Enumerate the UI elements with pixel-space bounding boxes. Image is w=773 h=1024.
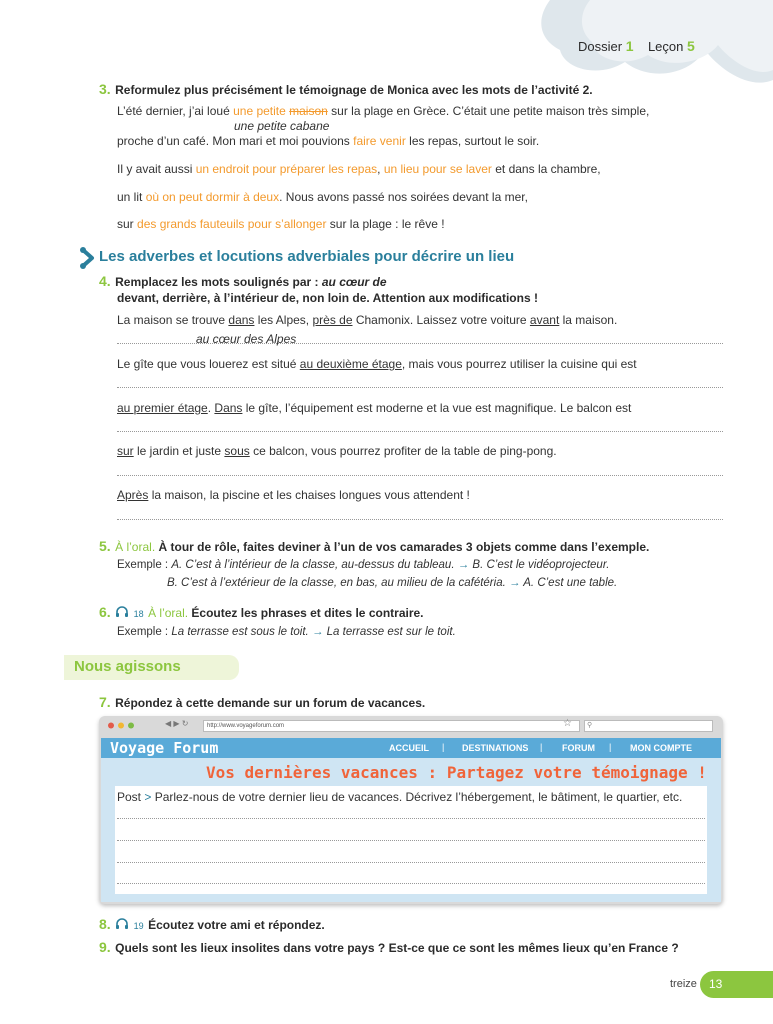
nav-accueil[interactable]: ACCUEIL (389, 743, 429, 753)
dossier-number: 1 (625, 38, 634, 54)
question-6: 6. 18 À l’oral. Écoutez les phrases et dites le contraire. (99, 604, 424, 620)
lecon-label: Leçon (647, 39, 684, 54)
arrow-right-icon: → (311, 626, 324, 638)
question-4: 4. Remplacez les mots soulignés par : au cœur de (99, 273, 387, 289)
q5-example-1: Exemple : A. C’est à l’intérieur de la classe, au-dessus du tableau. → B. C’est le vidéoprojecteur. (117, 559, 610, 571)
section-title: Les adverbes et locutions adverbiales pour décrire un lieu (99, 248, 515, 265)
nav-arrows-icon[interactable]: ◀ ▶ ↻ (165, 719, 189, 728)
section-chevron-icon (79, 246, 95, 270)
forum-banner-title: Vos dernières vacances : Partagez votre témoignage ! (206, 763, 707, 782)
search-input[interactable] (584, 720, 713, 732)
answer-line[interactable] (117, 475, 723, 476)
nav-forum[interactable]: FORUM (562, 743, 595, 753)
browser-window (99, 716, 723, 904)
q4-instruction-line-2: devant, derrière, à l’intérieur de, non loin de. Attention aux modifications ! (117, 291, 538, 305)
headphones-icon[interactable] (115, 918, 129, 930)
question-instruction: Reformulez plus précisément le témoignage de Monica avec les mots de l’activité 2. (115, 83, 593, 97)
q3-line-1: L’été dernier, j’ai loué une petite maison sur la plage en Grèce. C’était une petite maison très simple, (117, 104, 650, 118)
q3-line-5: sur des grands fauteuils pour s’allonger sur la plage : le rêve ! (117, 217, 445, 231)
q3-line-4: un lit où on peut dormir à deux. Nous avons passé nos soirées devant la mer, (117, 190, 528, 204)
address-bar[interactable]: http://www.voyageforum.com (203, 720, 580, 732)
window-controls (107, 721, 137, 730)
page-number-badge (700, 971, 773, 998)
question-9: 9. Quels sont les lieux insolites dans votre pays ? Est-ce que ce sont les mêmes lieux qu’en France ? (99, 939, 679, 955)
track-number: 19 (133, 921, 144, 931)
star-icon[interactable]: ☆ (563, 718, 572, 729)
page-number: 13 (709, 977, 723, 991)
track-number: 18 (133, 609, 144, 619)
search-icon: ⚲ (587, 722, 593, 729)
q5-example-2: B. C’est à l’extérieur de la classe, en bas, au milieu de la cafétéria. → A. C’est une table. (167, 577, 618, 589)
site-logo[interactable]: Voyage Forum (110, 739, 219, 757)
post-prompt: Post > Parlez-nous de votre dernier lieu de vacances. Décrivez l’hébergement, le bâtiment, le quartier, etc. (117, 790, 683, 804)
answer-line[interactable] (117, 862, 705, 863)
q4-line-2: Le gîte que vous louerez est situé au deuxième étage, mais vous pourrez utiliser la cuisine qui est (117, 357, 637, 371)
question-5: 5. À l’oral. À tour de rôle, faites deviner à l’un de vos camarades 3 objets comme dans l’exemple. (99, 538, 650, 554)
q3-line-3: Il y avait aussi un endroit pour préparer les repas, un lieu pour se laver et dans la chambre, (117, 162, 601, 176)
answer-line[interactable] (117, 431, 723, 432)
answer-line[interactable] (117, 387, 723, 388)
post-box (115, 786, 707, 894)
question-8: 8. 19 Écoutez votre ami et répondez. (99, 916, 325, 932)
nav-mon-compte[interactable]: MON COMPTE (630, 743, 692, 753)
q4-line-3: au premier étage. Dans le gîte, l’équipement est moderne et la vue est magnifique. Le balcon est (117, 401, 632, 415)
answer-line[interactable] (117, 883, 705, 884)
answer-line[interactable] (117, 818, 705, 819)
handwritten-answer: au cœur des Alpes (196, 332, 297, 346)
nav-destinations[interactable]: DESTINATIONS (462, 743, 529, 753)
struck-word: maison (289, 104, 328, 118)
question-number: 3. (99, 81, 111, 97)
page-header (578, 38, 695, 54)
q4-line-4: sur le jardin et juste sous ce balcon, vous pourrez profiter de la table de ping-pong. (117, 444, 557, 458)
dossier-label: Dossier (578, 39, 623, 54)
section-banner-label: Nous agissons (74, 658, 181, 675)
headphones-icon[interactable] (115, 606, 129, 618)
q6-example: Exemple : La terrasse est sous le toit. → La terrasse est sur le toit. (117, 626, 456, 638)
q3-line-2: proche d’un café. Mon mari et moi pouvions faire venir les repas, surtout le soir. (117, 134, 540, 148)
lecon-number: 5 (687, 38, 695, 54)
site-navbar: Voyage Forum ACCUEIL | DESTINATIONS | FORUM | MON COMPTE (101, 738, 721, 758)
answer-line[interactable] (117, 343, 723, 344)
question-7: 7. Répondez à cette demande sur un forum de vacances. (99, 694, 426, 710)
answer-line[interactable] (117, 519, 723, 520)
arrow-right-icon: → (508, 577, 521, 589)
page-word: treize (670, 978, 697, 990)
arrow-right-icon: → (457, 559, 470, 571)
question-3 (99, 81, 593, 99)
forum-content (101, 758, 721, 902)
handwritten-answer: une petite cabane (234, 119, 330, 133)
answer-line[interactable] (117, 840, 705, 841)
section-banner (64, 655, 239, 680)
q4-line-5: Après la maison, la piscine et les chaises longues vous attendent ! (117, 488, 470, 502)
q4-line-1: La maison se trouve dans les Alpes, près de Chamonix. Laissez votre voiture avant la maison. (117, 313, 618, 327)
